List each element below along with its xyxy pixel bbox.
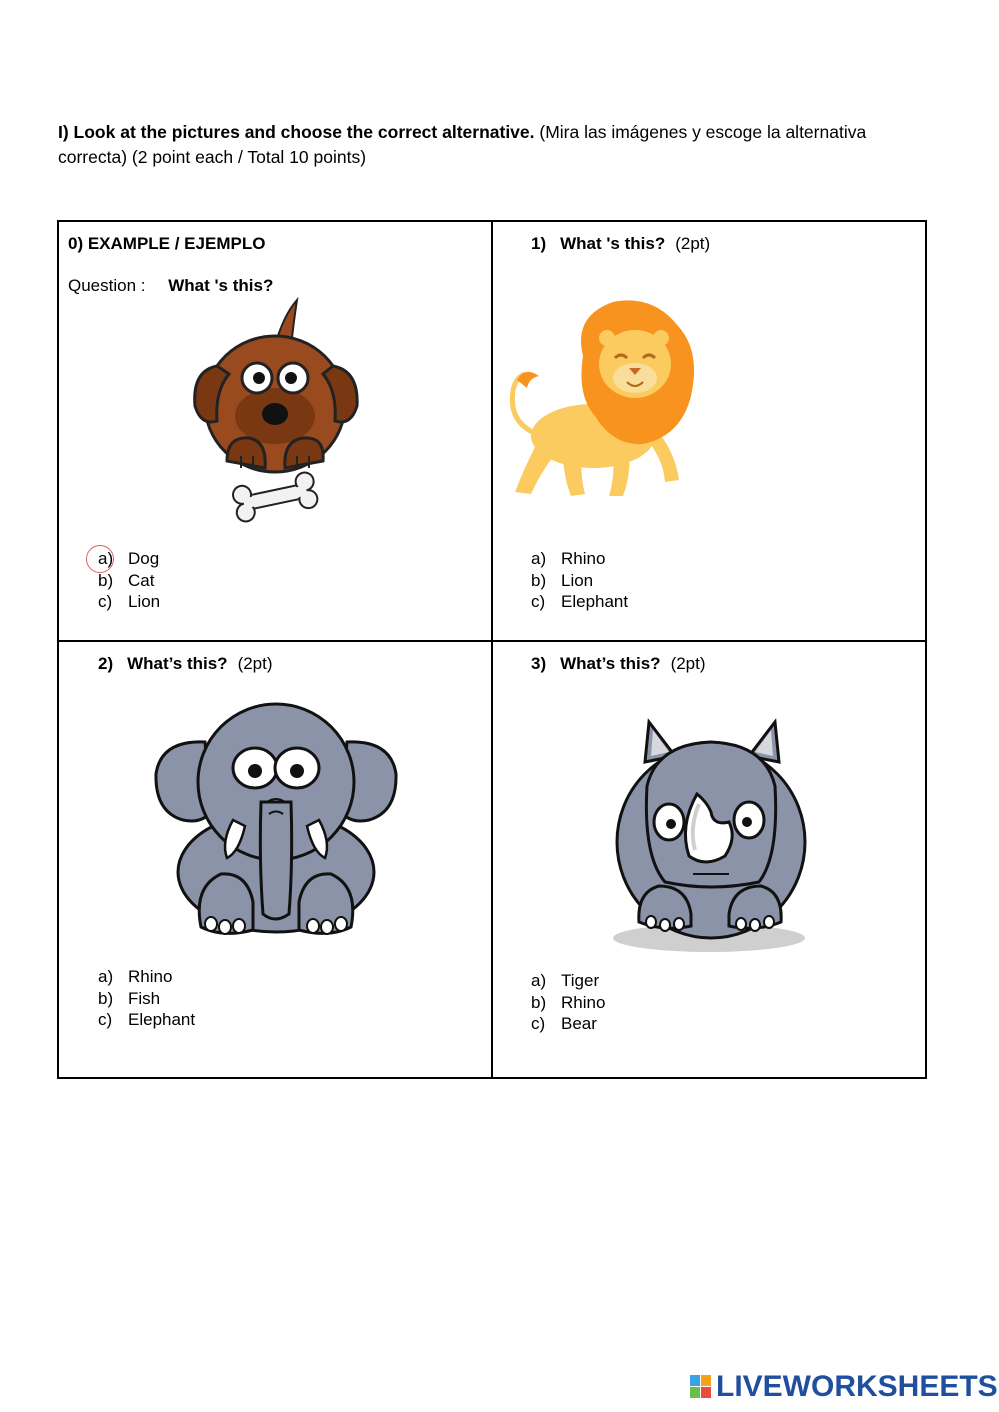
logo-text: LIVEWORKSHEETS	[716, 1370, 998, 1403]
question-grid	[57, 220, 927, 1079]
question-text: What 's this?	[168, 276, 274, 295]
q2-option-b[interactable]: b) Fish	[98, 988, 161, 1008]
question-3-cell	[492, 641, 926, 1078]
q3-option-c[interactable]: c) Bear	[531, 1014, 597, 1033]
q0-option-c[interactable]: c) Lion	[98, 592, 161, 611]
q2-option-a[interactable]: a) Rhino	[98, 967, 173, 986]
q2-title: 2) What’s this? (2pt)	[98, 654, 273, 673]
instructions-normal: (Mira las imágenes y escoge la alternativa correcta) (2 point each / Total 10 points)	[58, 122, 867, 167]
rhino-picture	[609, 716, 809, 956]
question-label: Question :	[68, 276, 146, 295]
dog-picture	[187, 296, 367, 526]
q1-title: 1) What 's this? (2pt)	[531, 234, 711, 253]
q1-options	[531, 548, 628, 613]
q3-options	[531, 970, 605, 1035]
q1-option-b[interactable]: b) Lion	[531, 570, 594, 590]
lion-picture	[503, 296, 713, 506]
q3-title: 3) What’s this? (2pt)	[531, 654, 706, 673]
instructions-bold: I) Look at the pictures and choose the correct alternative.	[58, 122, 535, 142]
instructions	[58, 120, 918, 170]
q3-option-a[interactable]: a) Tiger	[531, 971, 600, 990]
example-title: 0) EXAMPLE / EJEMPLO	[68, 234, 266, 253]
example-question	[68, 276, 273, 296]
logo-icon	[690, 1375, 712, 1399]
question-1-cell	[492, 221, 926, 641]
q1-option-c[interactable]: c) Elephant	[531, 592, 629, 611]
elephant-picture	[153, 702, 399, 940]
q3-option-b[interactable]: b) Rhino	[531, 992, 606, 1012]
liveworksheets-logo	[690, 1370, 998, 1404]
q0-option-b[interactable]: b) Cat	[98, 570, 155, 590]
q1-option-a[interactable]: a) Rhino	[531, 549, 606, 568]
question-2-cell	[58, 641, 492, 1078]
q2-options	[98, 966, 195, 1031]
q2-option-c[interactable]: c) Elephant	[98, 1010, 196, 1029]
q0-option-a[interactable]: a) Dog	[98, 548, 160, 570]
question-0-cell	[58, 221, 492, 641]
q0-options	[98, 548, 160, 613]
